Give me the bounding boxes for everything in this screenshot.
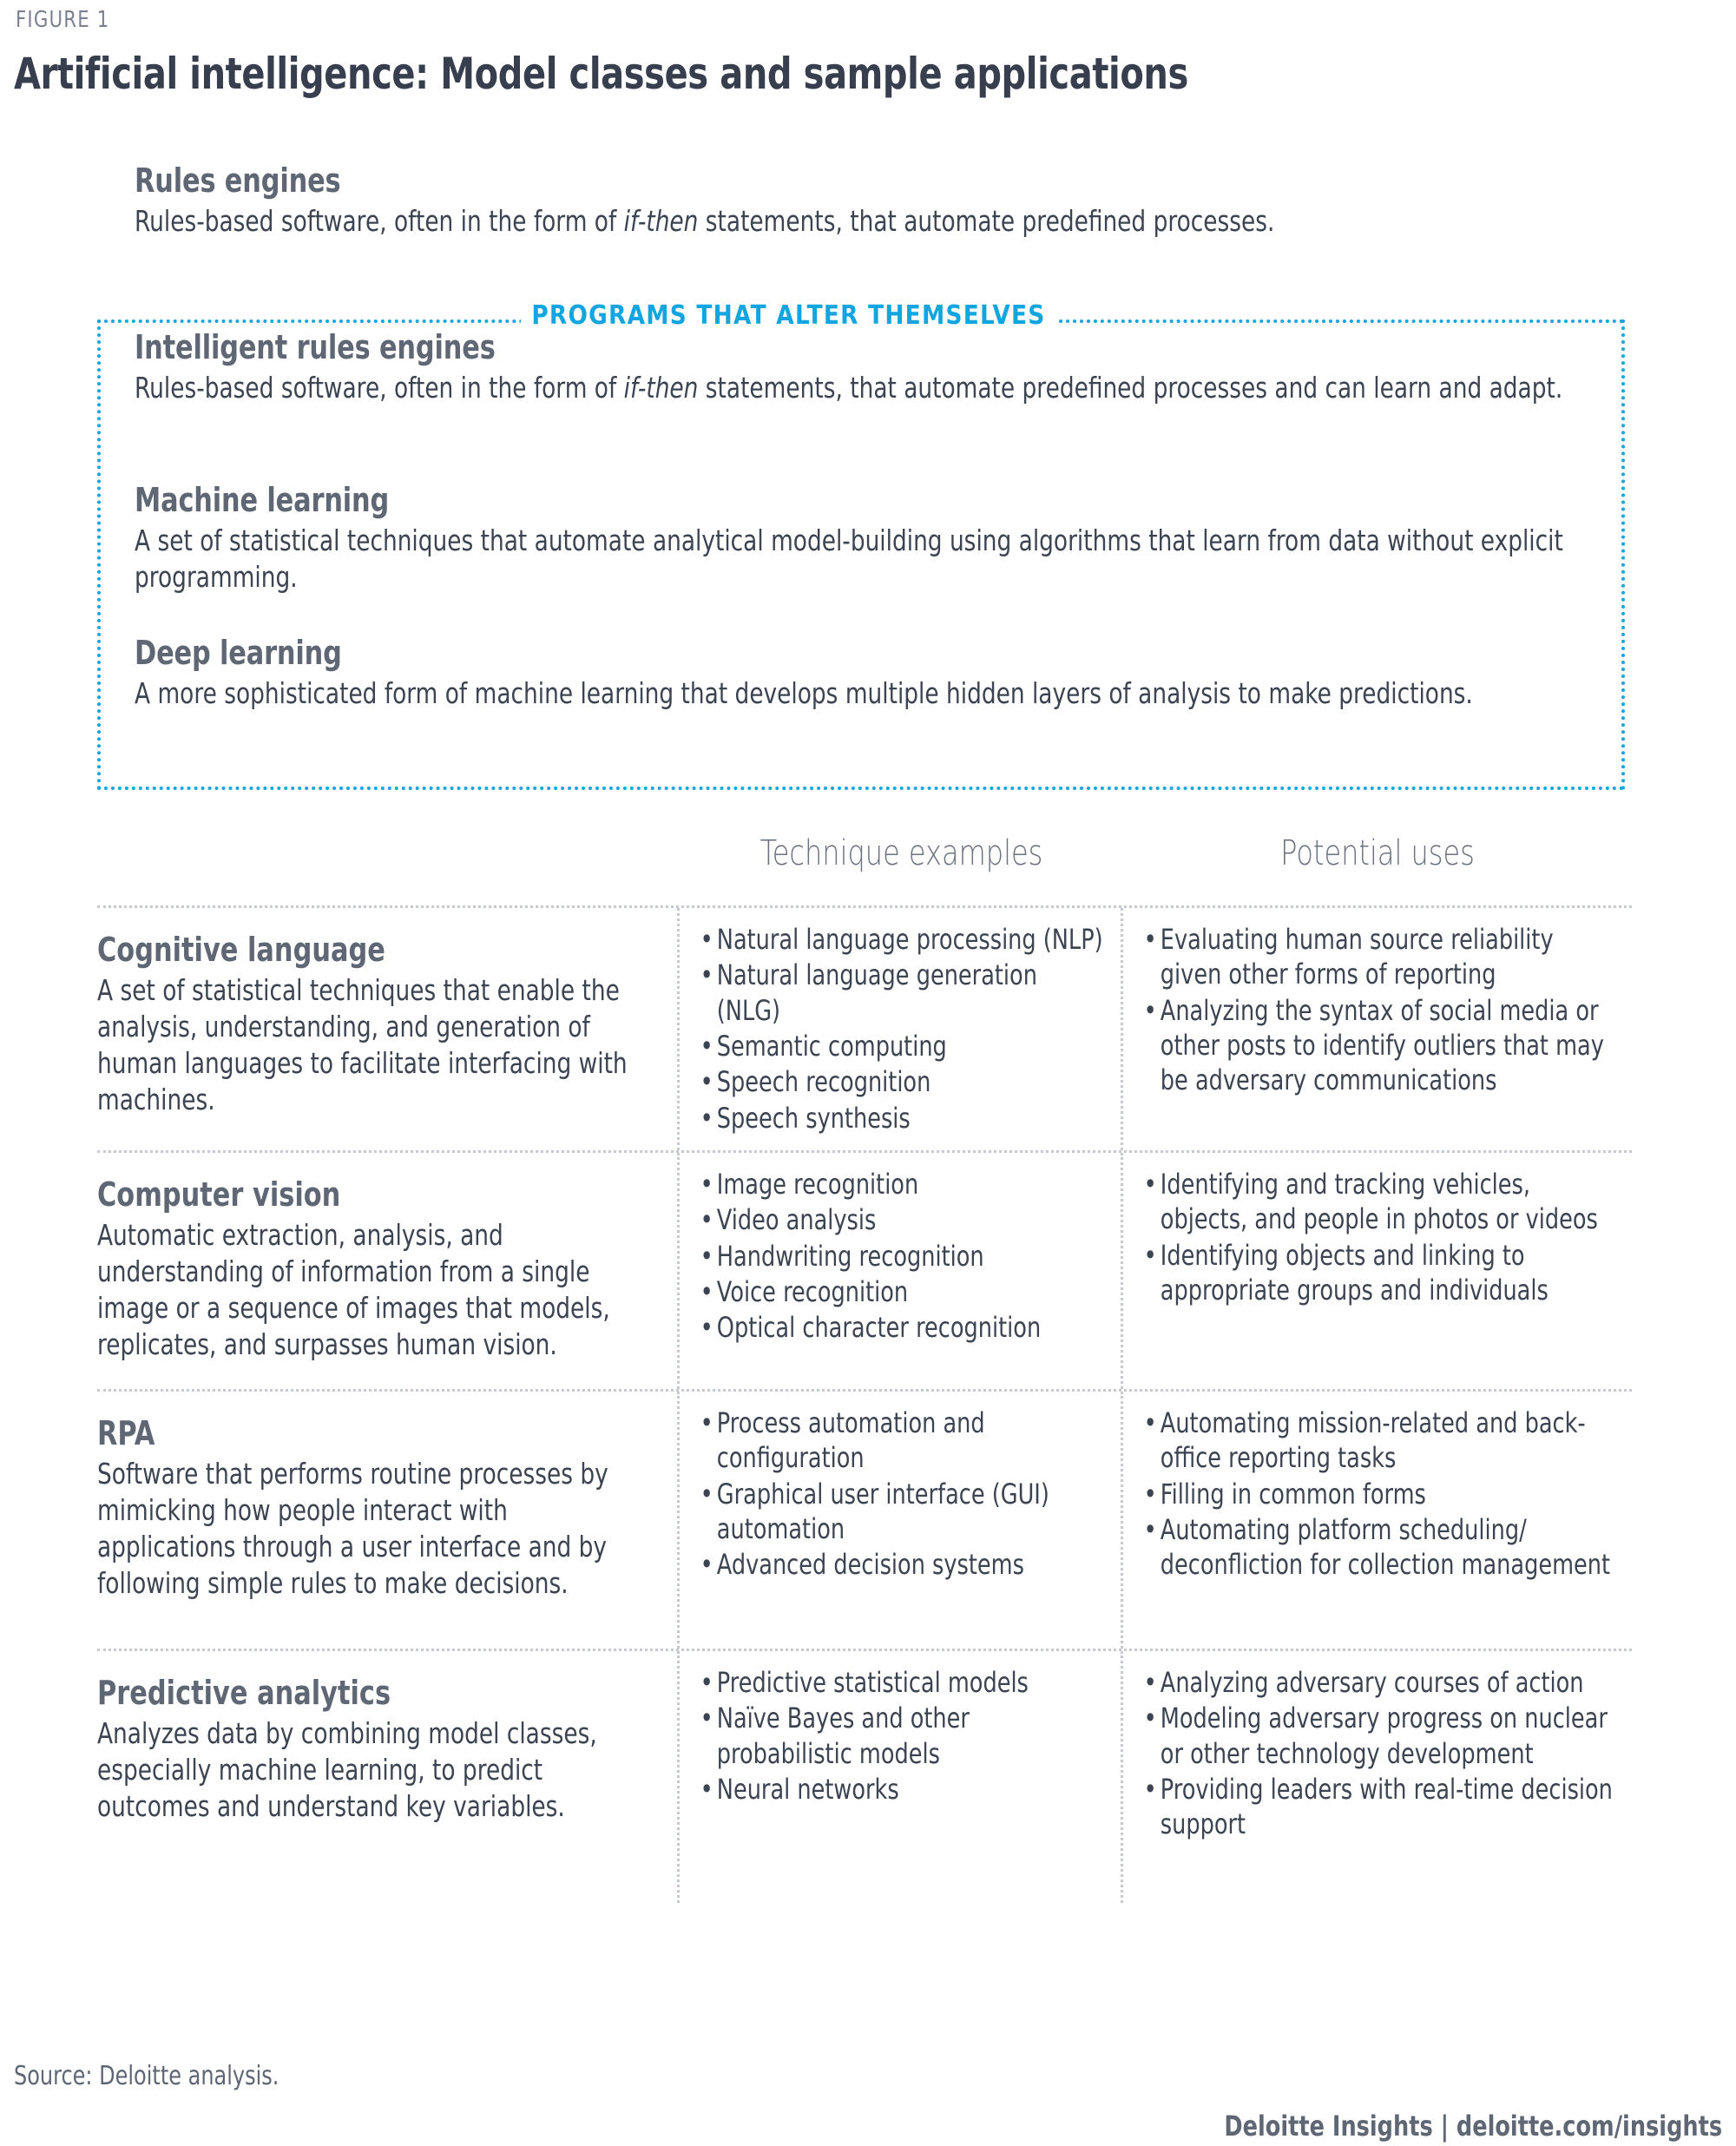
ai-model-classes-table [97, 905, 1632, 1903]
figure-label: FIGURE 1 [16, 7, 110, 33]
list-item: • Voice recognition [699, 1274, 1107, 1309]
uses-list [1142, 922, 1621, 1098]
list-item: • Graphical user interface (GUI) automation [699, 1477, 1107, 1547]
source-note: Source: Deloitte analysis. [14, 2061, 279, 2091]
techniques-list [699, 1405, 1107, 1583]
list-item: • Natural language processing (NLP) [699, 922, 1107, 957]
row-description-cell [97, 1651, 680, 1903]
row-title: Predictive analytics [97, 1673, 391, 1712]
row-title: Computer vision [97, 1175, 341, 1214]
row-description-cell [97, 908, 680, 1150]
page-title: Artificial intelligence: Model classes and sample applications [14, 49, 1188, 99]
model-class-description: A set of statistical techniques that automate analytical model-building using algorithms that learn from data without explicit programming. [135, 523, 1563, 594]
list-item: • Evaluating human source reliability given other forms of reporting [1142, 922, 1621, 992]
model-class-deep-learning [135, 634, 1610, 712]
list-item: • Semantic computing [699, 1029, 1107, 1063]
list-item: • Identifying and tracking vehicles, objects, and people in photos or videos [1142, 1167, 1621, 1237]
row-description: Software that performs routine processes by mimicking how people interact with applications through a user interface and by following simple rules to make decisions. [97, 1456, 608, 1600]
uses-list [1142, 1665, 1621, 1842]
techniques-list [699, 1665, 1107, 1807]
table-row [97, 1651, 1632, 1903]
model-class-rules-engines [135, 161, 1610, 240]
list-item: • Automating mission-related and back-office reporting tasks [1142, 1405, 1621, 1476]
list-item: • Naïve Bayes and other probabilistic models [699, 1701, 1107, 1771]
row-description: Analyzes data by combining model classes, especially machine learning, to predict outcomes and understand key variables. [97, 1715, 597, 1823]
list-item: • Natural language generation (NLG) [699, 958, 1107, 1028]
footer-brand: Deloitte Insights | deloitte.com/insights [1224, 2110, 1722, 2143]
list-item: • Identifying objects and linking to appropriate groups and individuals [1142, 1238, 1621, 1308]
list-item: • Analyzing the syntax of social media or other posts to identify outliers that may be adversary communications [1142, 993, 1621, 1098]
list-item: • Neural networks [699, 1772, 1107, 1807]
model-class-description: A more sophisticated form of machine learning that develops multiple hidden layers of analysis to make predictions. [135, 676, 1473, 710]
list-item: • Analyzing adversary courses of action [1142, 1665, 1621, 1700]
model-class-description: Rules-based software, often in the form of if-then statements, that automate predefined processes and can learn and adapt. [135, 371, 1563, 405]
list-item: • Image recognition [699, 1167, 1107, 1201]
model-class-heading: Deep learning [135, 634, 342, 672]
list-item: • Filling in common forms [1142, 1477, 1621, 1511]
alter-box-label: PROGRAMS THAT ALTER THEMSELVES [521, 300, 1056, 331]
uses-list [1142, 1405, 1621, 1583]
row-techniques-cell [680, 1153, 1123, 1389]
list-item: • Advanced decision systems [699, 1547, 1107, 1582]
list-item: • Handwriting recognition [699, 1239, 1107, 1274]
row-title: RPA [97, 1413, 155, 1452]
uses-list [1142, 1167, 1621, 1307]
row-uses-cell [1123, 1392, 1629, 1649]
list-item: • Automating platform scheduling/ deconfliction for collection management [1142, 1512, 1621, 1583]
column-header-potential-uses: Potential uses [1280, 833, 1475, 873]
list-item: • Optical character recognition [699, 1310, 1107, 1345]
list-item: • Predictive statistical models [699, 1665, 1107, 1700]
row-description: A set of statistical techniques that enable the analysis, understanding, and generation of human languages to facilitate interfacing with machines. [97, 973, 628, 1116]
model-class-description: Rules-based software, often in the form of if-then statements, that automate predefined processes. [135, 204, 1275, 238]
row-techniques-cell [680, 1651, 1123, 1903]
list-item: • Modeling adversary progress on nuclear or other technology development [1142, 1701, 1621, 1771]
row-techniques-cell [680, 1392, 1123, 1649]
list-item: • Process automation and configuration [699, 1405, 1107, 1476]
model-class-machine-learning [135, 481, 1610, 596]
row-uses-cell [1123, 1651, 1629, 1903]
row-title: Cognitive language [97, 931, 385, 969]
techniques-list [699, 1167, 1107, 1346]
model-class-intelligent-rules-engines [135, 328, 1610, 406]
row-techniques-cell [680, 908, 1123, 1150]
techniques-list [699, 922, 1107, 1136]
model-class-heading: Machine learning [135, 481, 390, 519]
table-column-headers [0, 833, 1736, 894]
table-row [97, 1153, 1632, 1392]
list-item: • Speech synthesis [699, 1101, 1107, 1136]
model-class-heading: Intelligent rules engines [135, 328, 496, 366]
row-description-cell [97, 1392, 680, 1649]
model-class-heading: Rules engines [135, 161, 341, 200]
row-description: Automatic extraction, analysis, and understanding of information from a single image or a sequence of images that models, replicates, and surpasses human vision. [97, 1217, 610, 1361]
row-uses-cell [1123, 908, 1629, 1150]
column-header-technique-examples: Technique examples [760, 833, 1043, 873]
list-item: • Speech recognition [699, 1064, 1107, 1099]
table-row [97, 908, 1632, 1153]
row-description-cell [97, 1153, 680, 1389]
list-item: • Video analysis [699, 1202, 1107, 1237]
table-row [97, 1392, 1632, 1651]
row-uses-cell [1123, 1153, 1629, 1389]
list-item: • Providing leaders with real-time decision support [1142, 1772, 1621, 1842]
